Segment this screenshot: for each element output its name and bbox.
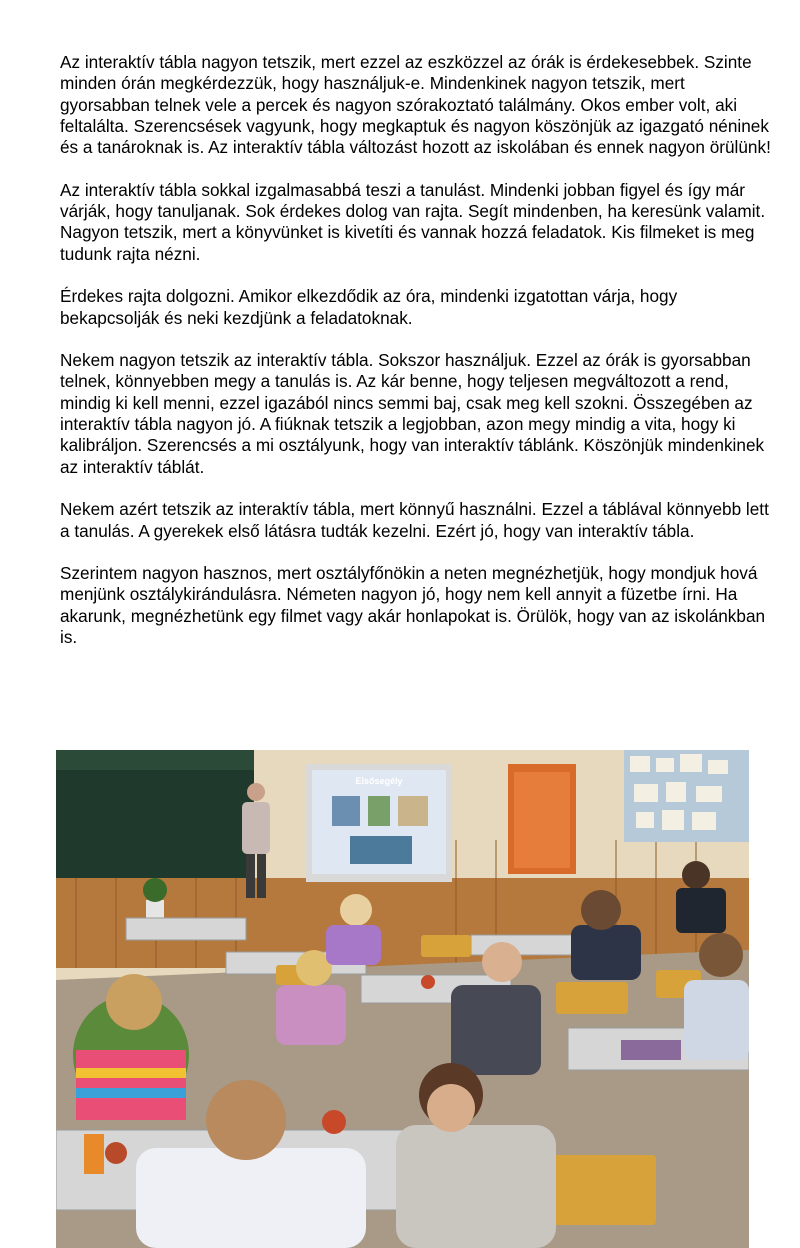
paragraph-4: Nekem nagyon tetszik az interaktív tábla. Sokszor használjuk. Ezzel az órák is gyorsabban telnek, könnyebben megy a tanulás is. Az kár benne, hogy teljesen megváltozott a rend, mindig ki kell menni, ezzel igazából nincs semmi baj, csak meg kell szokni. Összegében az interaktív tábla nagyon jó. A fiúknak tetszik a legjobban, azon megy mindig a vita, hogy ki kalibráljon. Szerencsés a mi osztályunk, hogy van interaktív táblánk. Köszönjük mindenkinek az interaktív táblát.: [60, 350, 765, 477]
classroom-photo-illustration: [56, 750, 749, 1248]
paragraph-6: Szerintem nagyon hasznos, mert osztályfőnökin a neten megnézhetjük, hogy mondjuk hová menjünk osztálykirándulásra. Németen nagyon jó, hogy nem kell annyit a füzetbe írni. Ha akarunk, megnézhetünk egy filmet vagy akár honlapokat is. Örülök, hogy van az iskolánkban is.: [60, 563, 766, 648]
paragraph-3: Érdekes rajta dolgozni. Amikor elkezdődik az óra, mindenki izgatottan várja, hogy bekapcsolják és neki kezdjünk a feladatoknak.: [60, 286, 678, 328]
paragraph-2: Az interaktív tábla sokkal izgalmasabbá teszi a tanulást. Mindenki jobban figyel és így már várják, hogy tanuljanak. Sok érdekes dolog van rajta. Segít mindenben, ha keresünk valamit. Nagyon tetszik, mert a könyvünket is kivetíti és vannak hozzá feladatok. Kis filmeket is meg tudunk rajta nézni.: [60, 179, 766, 264]
paragraph-5: Nekem azért tetszik az interaktív tábla, mert könnyű használni. Ezzel a táblával könnyebb lett a tanulás. A gyerekek első látásra tudták kezelni. Ezért jó, hogy van interaktív tábla.: [60, 499, 769, 541]
desk: [126, 918, 246, 940]
paragraph-1: Az interaktív tábla nagyon tetszik, mert ezzel az eszközzel az órák is érdekesebbek. Szinte minden órán megkérdezzük, hogy használjuk-e. Mindenkinek nagyon tetszik, mert gyorsabban telnek vele a percek és nagyon szórakoztató találmány. Okos ember volt, aki feltalálta. Szerencsések vagyunk, hogy megkaptuk és nagyon köszönjük az igazgató néninek és a tanároknak is. Az interaktív tábla változást hozott az iskolában és ennek nagyon örülünk!: [60, 52, 771, 158]
article-text: [60, 52, 775, 670]
slide-title: Elsősegély: [355, 776, 403, 786]
classroom-photo: [56, 750, 749, 1248]
